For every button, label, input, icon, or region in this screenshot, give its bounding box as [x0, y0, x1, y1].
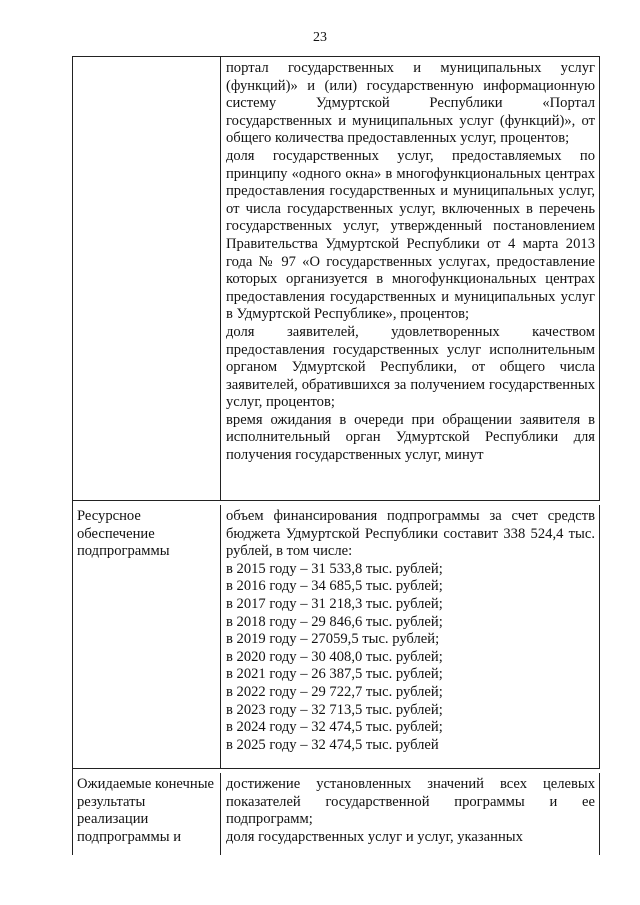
- funding-year-line: в 2019 году – 27059,5 тыс. рублей;: [226, 631, 440, 648]
- funding-year-line: в 2017 году – 31 218,3 тыс. рублей;: [226, 595, 443, 612]
- indicator-paragraph: время ожидания в очереди при обращении заявителя в исполнительный орган Удмуртской Республики для получения государственных услуг, минут: [226, 411, 595, 464]
- results-text: [221, 773, 600, 855]
- funding-intro: объем финансирования подпрограммы за счет средств бюджета Удмуртской Республики составит 338 524,4 тыс. рублей, в том числе:: [226, 508, 595, 560]
- funding-year-line: в 2024 году – 32 474,5 тыс. рублей;: [226, 719, 443, 736]
- resources-text: [221, 505, 600, 768]
- table-row-indicators: [73, 57, 600, 501]
- funding-year-line: в 2022 году – 29 722,7 тыс. рублей;: [226, 683, 443, 700]
- row-label-resources: Ресурсное обеспечение подпрограммы: [73, 505, 221, 768]
- funding-year-line: в 2025 году – 32 474,5 тыс. рублей: [226, 736, 439, 753]
- indicators-text: [221, 57, 600, 500]
- table-row-resources: [73, 501, 600, 769]
- funding-year-line: в 2020 году – 30 408,0 тыс. рублей;: [226, 648, 443, 665]
- indicator-paragraph: доля заявителей, удовлетворенных качеством предоставления государственных услуг исполнительным органом Удмуртской Республики, от общего числа заявителей, обратившихся за получением государственных услуг, процентов;: [226, 323, 595, 411]
- result-paragraph: доля государственных услуг и услуг, указанных: [226, 828, 523, 845]
- result-paragraph: достижение установленных значений всех целевых показателей государственной программы и ее подпрограмм;: [226, 776, 595, 828]
- indicator-paragraph: доля государственных услуг, предоставляемых по принципу «одного окна» в многофункциональных центрах предоставления государственных и муниципальных услуг, от числа государственных услуг, включенных в перечень государственных услуг, утвержденный постановлением Правительства Удмуртской Республики от 4 марта 2013 года № 97 «О государственных услугах, предоставление которых организуется в многофункциональных центрах предоставления государственных и муниципальных услуг в Удмуртской Республике», процентов;: [226, 147, 595, 323]
- row-label-empty: [73, 57, 221, 500]
- page-number: 23: [313, 30, 327, 45]
- funding-year-line: в 2018 году – 29 846,6 тыс. рублей;: [226, 613, 443, 630]
- row-label-results: Ожидаемые конечные результаты реализации подпрограммы и: [73, 773, 221, 855]
- document-table: [72, 56, 600, 855]
- indicator-paragraph: портал государственных и муниципальных услуг (функций)» и (или) государственную информационную систему Удмуртской Республики «Портал государственных и муниципальных услуг (функций)», от общего количества предоставленных услуг, процентов;: [226, 60, 595, 147]
- funding-year-line: в 2021 году – 26 387,5 тыс. рублей;: [226, 666, 443, 683]
- funding-year-line: в 2015 году – 31 533,8 тыс. рублей;: [226, 560, 443, 577]
- table-row-results: [73, 769, 600, 855]
- funding-year-line: в 2023 году – 32 713,5 тыс. рублей;: [226, 701, 443, 718]
- funding-year-line: в 2016 году – 34 685,5 тыс. рублей;: [226, 578, 443, 595]
